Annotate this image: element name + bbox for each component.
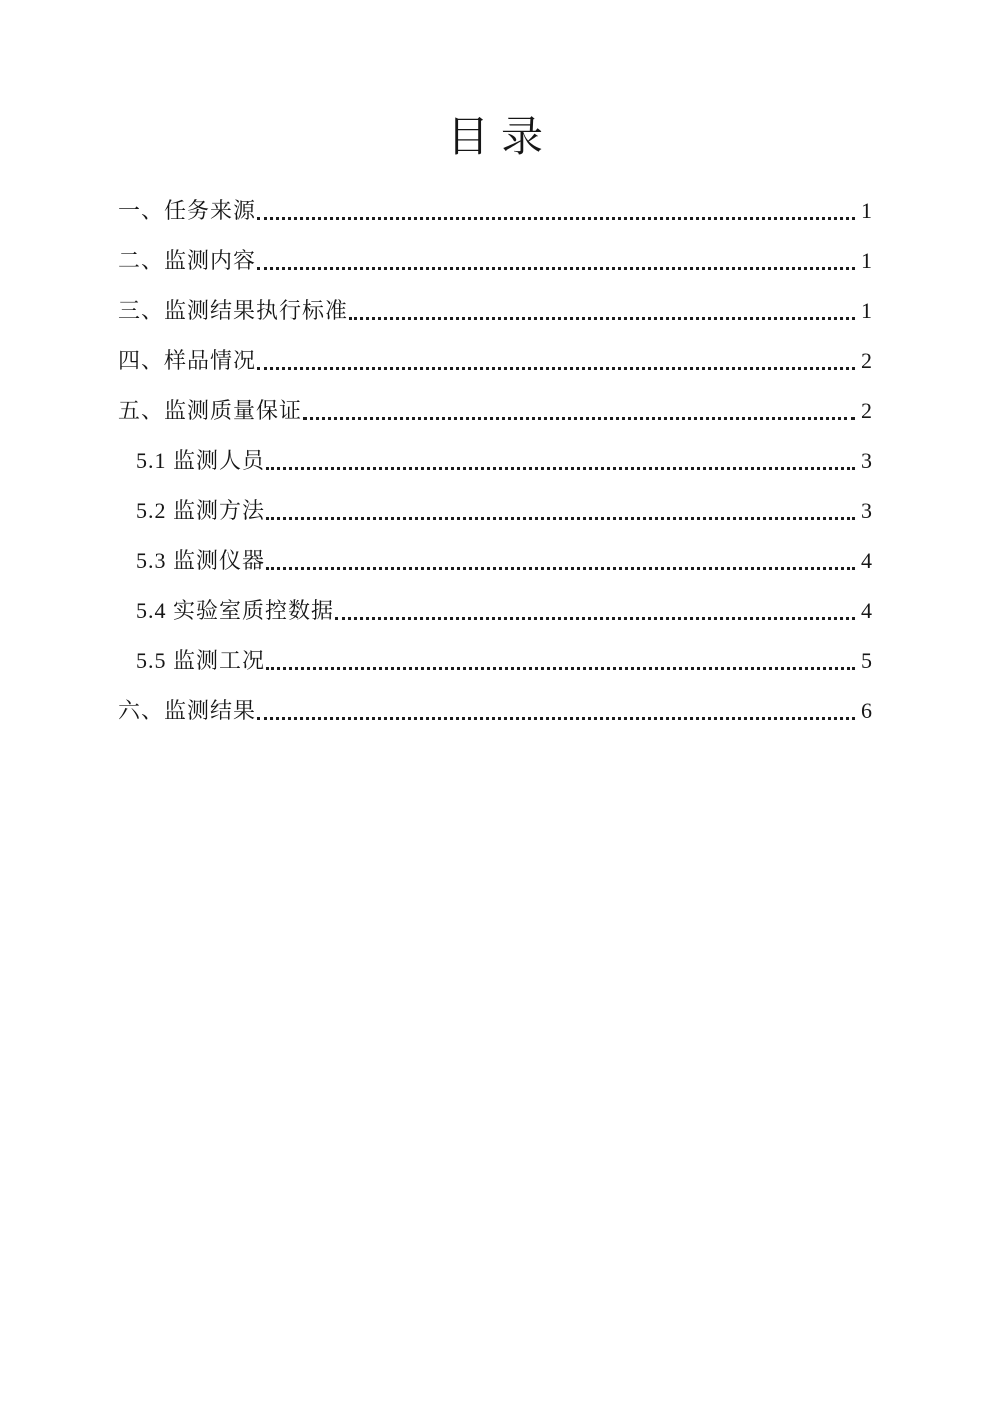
toc-entry-label: 5.2 监测方法 [136,498,266,523]
toc-entry-label: 二、监测内容 [118,248,257,273]
toc-entry-page: 4 [861,598,872,623]
toc-entry-page: 1 [861,248,872,273]
toc-entry[interactable] [118,246,872,276]
toc-entry-label: 四、样品情况 [118,348,257,373]
dot-leader [266,667,855,670]
toc-entry-page: 1 [861,298,872,323]
dot-leader [257,367,855,370]
toc-title: 目录 [446,115,555,161]
toc-entry-label: 六、监测结果 [118,698,257,723]
toc-entry[interactable] [118,346,872,376]
toc-list [118,196,872,726]
toc-entry-label: 五、监测质量保证 [118,398,303,423]
toc-entry[interactable] [118,546,872,576]
toc-entry-label: 5.3 监测仪器 [136,548,266,573]
toc-entry-page: 3 [861,498,872,523]
dot-leader [349,317,855,320]
toc-entry[interactable] [118,396,872,426]
dot-leader [335,617,855,620]
toc-entry[interactable] [118,446,872,476]
toc-entry-page: 1 [861,198,872,223]
dot-leader [266,517,855,520]
toc-entry-page: 5 [861,648,872,673]
toc-entry-page: 3 [861,448,872,473]
toc-entry-label: 三、监测结果执行标准 [118,298,349,323]
toc-entry[interactable] [118,696,872,726]
dot-leader [266,467,855,470]
toc-entry-label: 5.1 监测人员 [136,448,266,473]
dot-leader [257,267,855,270]
dot-leader [257,217,855,220]
dot-leader [303,417,855,420]
toc-entry-page: 4 [861,548,872,573]
toc-entry[interactable] [118,296,872,326]
toc-entry[interactable] [118,596,872,626]
toc-entry[interactable] [118,646,872,676]
toc-entry-page: 2 [861,348,872,373]
toc-entry-page: 2 [861,398,872,423]
toc-entry[interactable] [118,496,872,526]
toc-entry-label: 5.4 实验室质控数据 [136,598,335,623]
toc-entry-label: 5.5 监测工况 [136,648,266,673]
dot-leader [266,567,855,570]
toc-entry[interactable] [118,196,872,226]
toc-entry-page: 6 [861,698,872,723]
toc-entry-label: 一、任务来源 [118,198,257,223]
dot-leader [257,717,855,720]
